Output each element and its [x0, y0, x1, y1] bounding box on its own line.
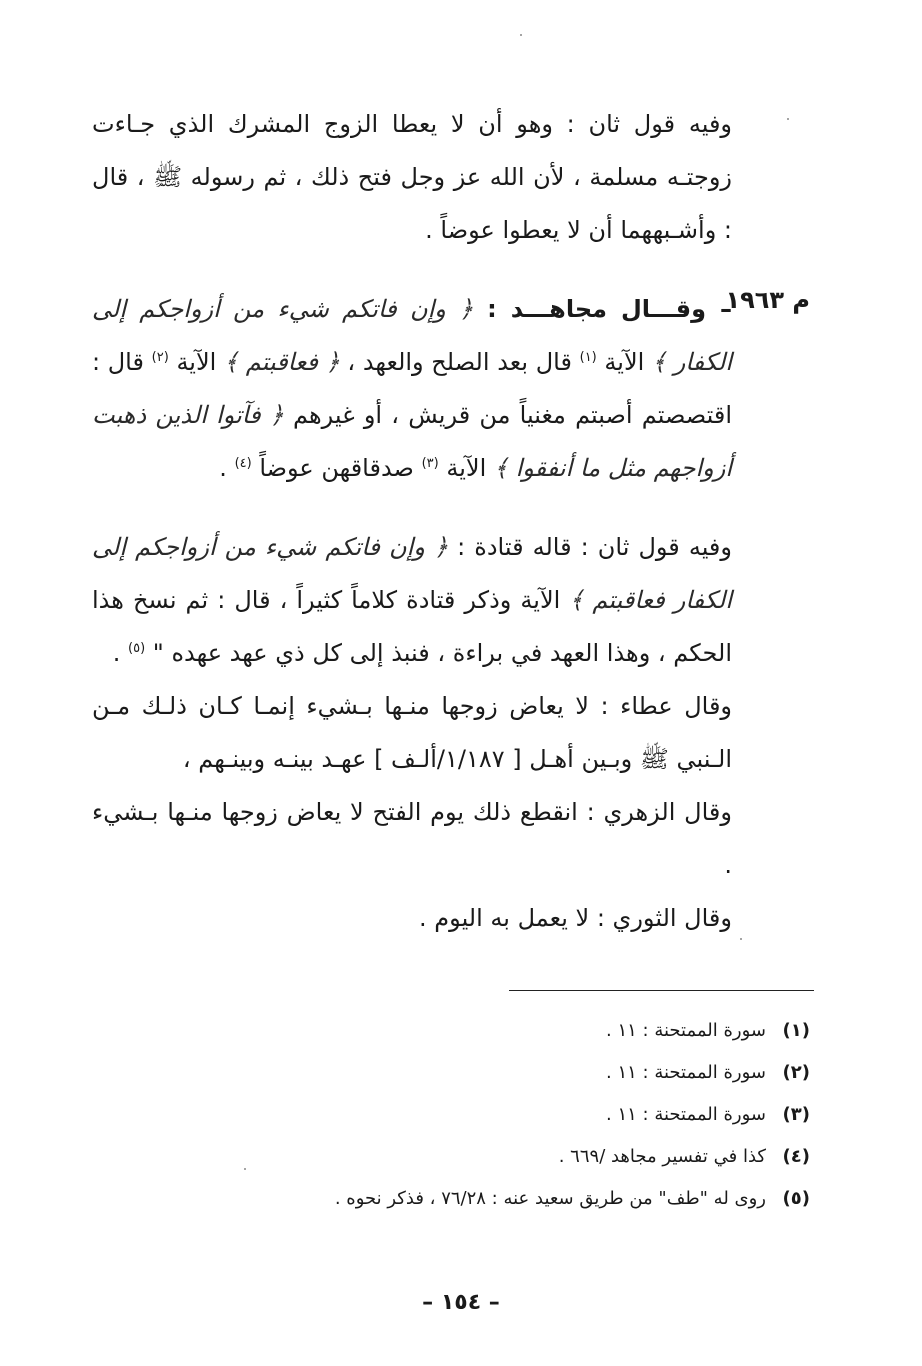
- ata-text: وقال عطاء : لا يعاض زوجها منـها بـشيء إنمـا كـان ذلـك مـن الـنبي ﷺ وبـين أهـل [ ١/١٨٧/ألـف ] عهـد بينـه وبينـهم ،: [92, 692, 732, 773]
- footnote-text: سورة الممتحنة : ١١ .: [606, 1062, 766, 1083]
- quran-quote: ﴿ وإن فاتكم شيء من أزواجكم إلى الكفار ﴾: [92, 295, 732, 376]
- text-run: الآية: [438, 454, 494, 482]
- footnote-text: سورة الممتحنة : ١١ .: [606, 1104, 766, 1125]
- footnote-text: روى له "طف" من طريق سعيد عنه : ٧٦/٢٨ ، فذكر نحوه .: [334, 1188, 766, 1209]
- mujahid-intro: – وقـــال مجاهـــد :: [473, 295, 732, 323]
- footnote-2: [335, 1052, 810, 1094]
- footnote-number: (٢): [782, 1062, 810, 1083]
- text-run: صدقاقهن عوضاً: [251, 454, 422, 482]
- quran-quote: ﴿ فآتوا الذين ذهبت أزواجهم مثل ما أنفقوا ﴾: [92, 401, 732, 482]
- paragraph-6: [92, 892, 732, 945]
- footnote-number: (١): [782, 1020, 810, 1041]
- footnote-ref-4: (٤): [234, 456, 252, 471]
- scan-speck: [520, 34, 522, 36]
- thawri-text: وقال الثوري : لا يعمل به اليوم .: [419, 904, 732, 932]
- paragraph-1-text: وفيه قول ثان : وهو أن لا يعطا الزوج المشرك الذي جـاءت زوجتـه مسلمة ، لأن الله عز وجل فتح ذلك ، ثم رسوله ﷺ ، قال : وأشـبههما أن لا يعطوا عوضاً .: [92, 110, 732, 244]
- paragraph-2: [92, 283, 732, 495]
- footnote-3: [335, 1094, 810, 1136]
- footnote-text: كذا في تفسير مجاهد /٦٦٩ .: [558, 1146, 766, 1167]
- page-number: – ١٥٤ –: [422, 1290, 500, 1315]
- footnote-divider: [509, 990, 814, 991]
- quran-quote: ﴿ وإن فاتكم شيء من أزواجكم إلى الكفار فعاقبتم ﴾: [92, 533, 733, 614]
- footnote-text: سورة الممتحنة : ١١ .: [606, 1020, 766, 1041]
- main-text: [92, 98, 732, 945]
- text-run: وفيه قول ثان : قاله قتادة :: [448, 533, 732, 561]
- footnote-5: [335, 1178, 810, 1220]
- text-run: قال : اقتصصتم أصبتم مغنياً من قريش ، أو غيرهم: [92, 348, 732, 429]
- text-run: .: [112, 639, 129, 667]
- paragraph-1: [92, 98, 732, 257]
- footnote-number: (٣): [782, 1104, 810, 1125]
- text-run: الآية: [168, 348, 225, 376]
- footnotes: [335, 1010, 810, 1220]
- scan-speck: [787, 118, 789, 120]
- paragraph-3: [92, 521, 732, 680]
- footnote-ref-2: (٢): [151, 350, 169, 365]
- footnote-number: (٥): [782, 1188, 810, 1209]
- quran-quote: ﴿ فعاقبتم ﴾: [224, 348, 340, 376]
- footnote-number: (٤): [782, 1146, 810, 1167]
- scan-speck: [740, 938, 742, 940]
- footnote-1: [335, 1010, 810, 1052]
- entry-number: [725, 286, 810, 314]
- paragraph-5: [92, 786, 732, 892]
- footnote-ref-1: (١): [579, 350, 597, 365]
- footnote-4: [335, 1136, 810, 1178]
- scan-speck: [244, 1168, 246, 1170]
- footnote-ref-5: (٥): [128, 641, 146, 656]
- text-run: قال بعد الصلح والعهد ،: [339, 348, 580, 376]
- footnote-ref-3: (٣): [421, 456, 439, 471]
- text-run: .: [219, 454, 235, 482]
- zuhri-text: وقال الزهري : انقطع ذلك يوم الفتح لا يعاض زوجها منـها بـشيء .: [92, 798, 732, 879]
- text-run: الآية: [596, 348, 652, 376]
- paragraph-4: [92, 680, 732, 786]
- entry-number-label: م ١٩٦٣: [725, 286, 810, 314]
- text-run: الآية وذكر قتادة كلاماً كثيراً ، قال : ثم نسخ هذا الحكم ، وهذا العهد في براءة ، فنبذ إلى كل ذي عهد عهده ": [92, 586, 732, 667]
